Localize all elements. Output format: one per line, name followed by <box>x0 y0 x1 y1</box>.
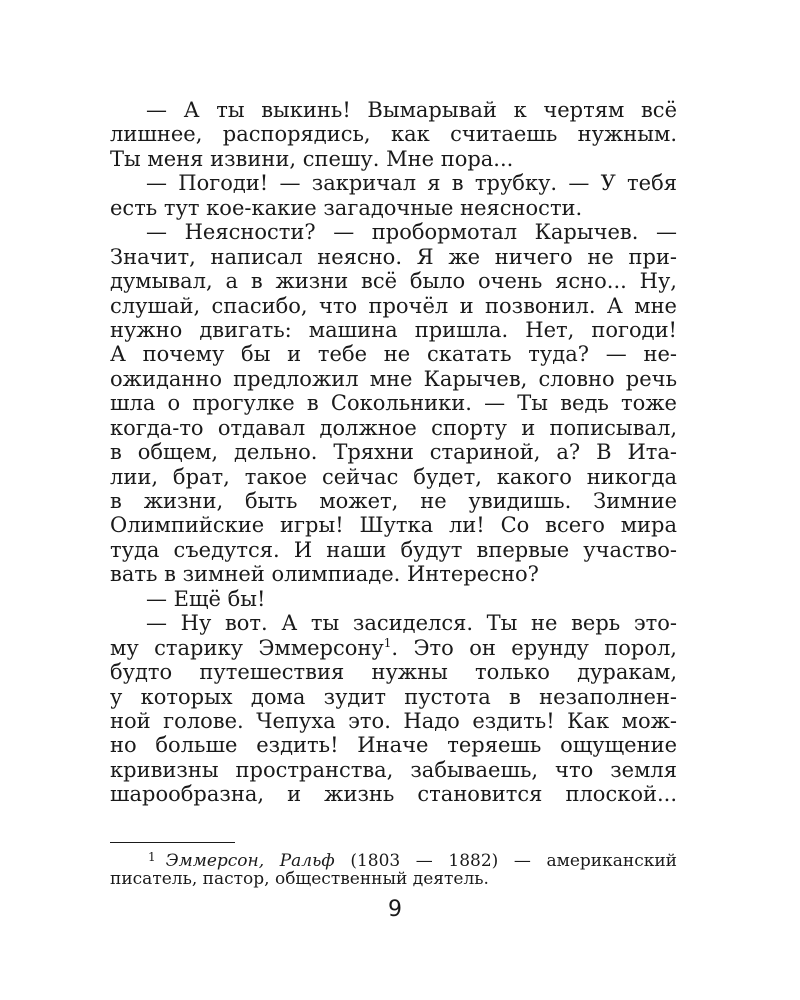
paragraph <box>110 98 677 171</box>
text-line: — А ты выкинь! Вымарывай к чертям всё <box>146 98 677 122</box>
paragraph <box>110 611 677 807</box>
text-line: му старику Эммерсону$^1$. Это он ерунду порол, <box>110 635 677 660</box>
text-line: у которых дома зудит пустота в незаполнен- <box>110 684 677 709</box>
paragraph <box>110 171 677 220</box>
text-line: шла о прогулке в Сокольники. — Ты ведь тоже <box>110 391 677 416</box>
text-line: Значит, написал неясно. Я же ничего не при- <box>110 244 677 269</box>
text-line: ной голове. Чепуха это. Надо ездить! Как мож- <box>110 708 677 733</box>
text-fragment: Это он ерунду порол, <box>413 635 677 660</box>
text-line: шарообразна, и жизнь становится плоской... <box>110 782 677 807</box>
text-line: нужно двигать: машина пришла. Нет, погоди! <box>110 317 677 342</box>
footnote-line <box>110 846 678 871</box>
text-line: лишнее, распорядись, как считаешь нужным. <box>110 122 677 147</box>
footnote-text: (1803 — 1882) — американский <box>350 851 678 871</box>
footnote-reference: 1 <box>383 635 392 650</box>
text-line: будто путешествия нужны только дуракам, <box>110 660 677 685</box>
text-line: — Неясности? — пробормотал Карычев. — <box>146 220 677 245</box>
text-line: вать в зимней олимпиаде. Интересно? <box>110 562 539 587</box>
paragraph <box>110 220 677 587</box>
text-line: слушай, спасибо, что прочёл и позвонил. А мне <box>110 293 677 318</box>
text-line: ожиданно предложил мне Карычев, словно речь <box>110 366 677 391</box>
text-line: в жизни, быть может, не увидишь. Зимние <box>110 489 677 513</box>
text-line: Олимпийские игры! Шутка ли! Со всего мира <box>110 513 677 538</box>
text-line: — Погоди! — закричал я в трубку. — У тебя <box>146 171 677 196</box>
footnote-divider <box>110 842 235 843</box>
text-line: — Ещё бы! <box>146 586 266 611</box>
paragraph <box>110 587 677 611</box>
page-number: 9 <box>388 897 402 922</box>
footnote-line: писатель, пастор, общественный деятель. <box>110 869 489 889</box>
text-line: есть тут кое-какие загадочные неясности. <box>110 195 583 220</box>
text-line: туда съедутся. И наши будут впервые участво- <box>110 537 677 562</box>
text-line: думывал, а в жизни всё было очень ясно... Ну, <box>110 269 677 294</box>
footnote <box>110 846 677 890</box>
text-line: А почему бы и тебе не скатать туда? — не- <box>110 342 677 367</box>
text-line: Ты меня извини, спешу. Мне пора... <box>110 146 514 171</box>
text-line: в общем, дельно. Тряхни стариной, а? В Ита- <box>110 440 677 465</box>
text-line: лии, брат, такое сейчас будет, какого никогда <box>110 464 677 489</box>
footnote-number: 1 <box>148 850 156 864</box>
text-fragment: му старику Эммерсону <box>110 635 384 660</box>
text-line: кривизны пространства, забываешь, что земля <box>110 757 677 782</box>
text-line: — Ну вот. А ты засиделся. Ты не верь это- <box>146 611 677 636</box>
footnote-name: Эммерсон, Ральф <box>165 851 335 871</box>
text-line: когда-то отдавал должное спорту и пописывал, <box>110 415 677 440</box>
body-text <box>110 98 677 807</box>
text-line: но больше ездить! Иначе теряешь ощущение <box>110 733 677 758</box>
